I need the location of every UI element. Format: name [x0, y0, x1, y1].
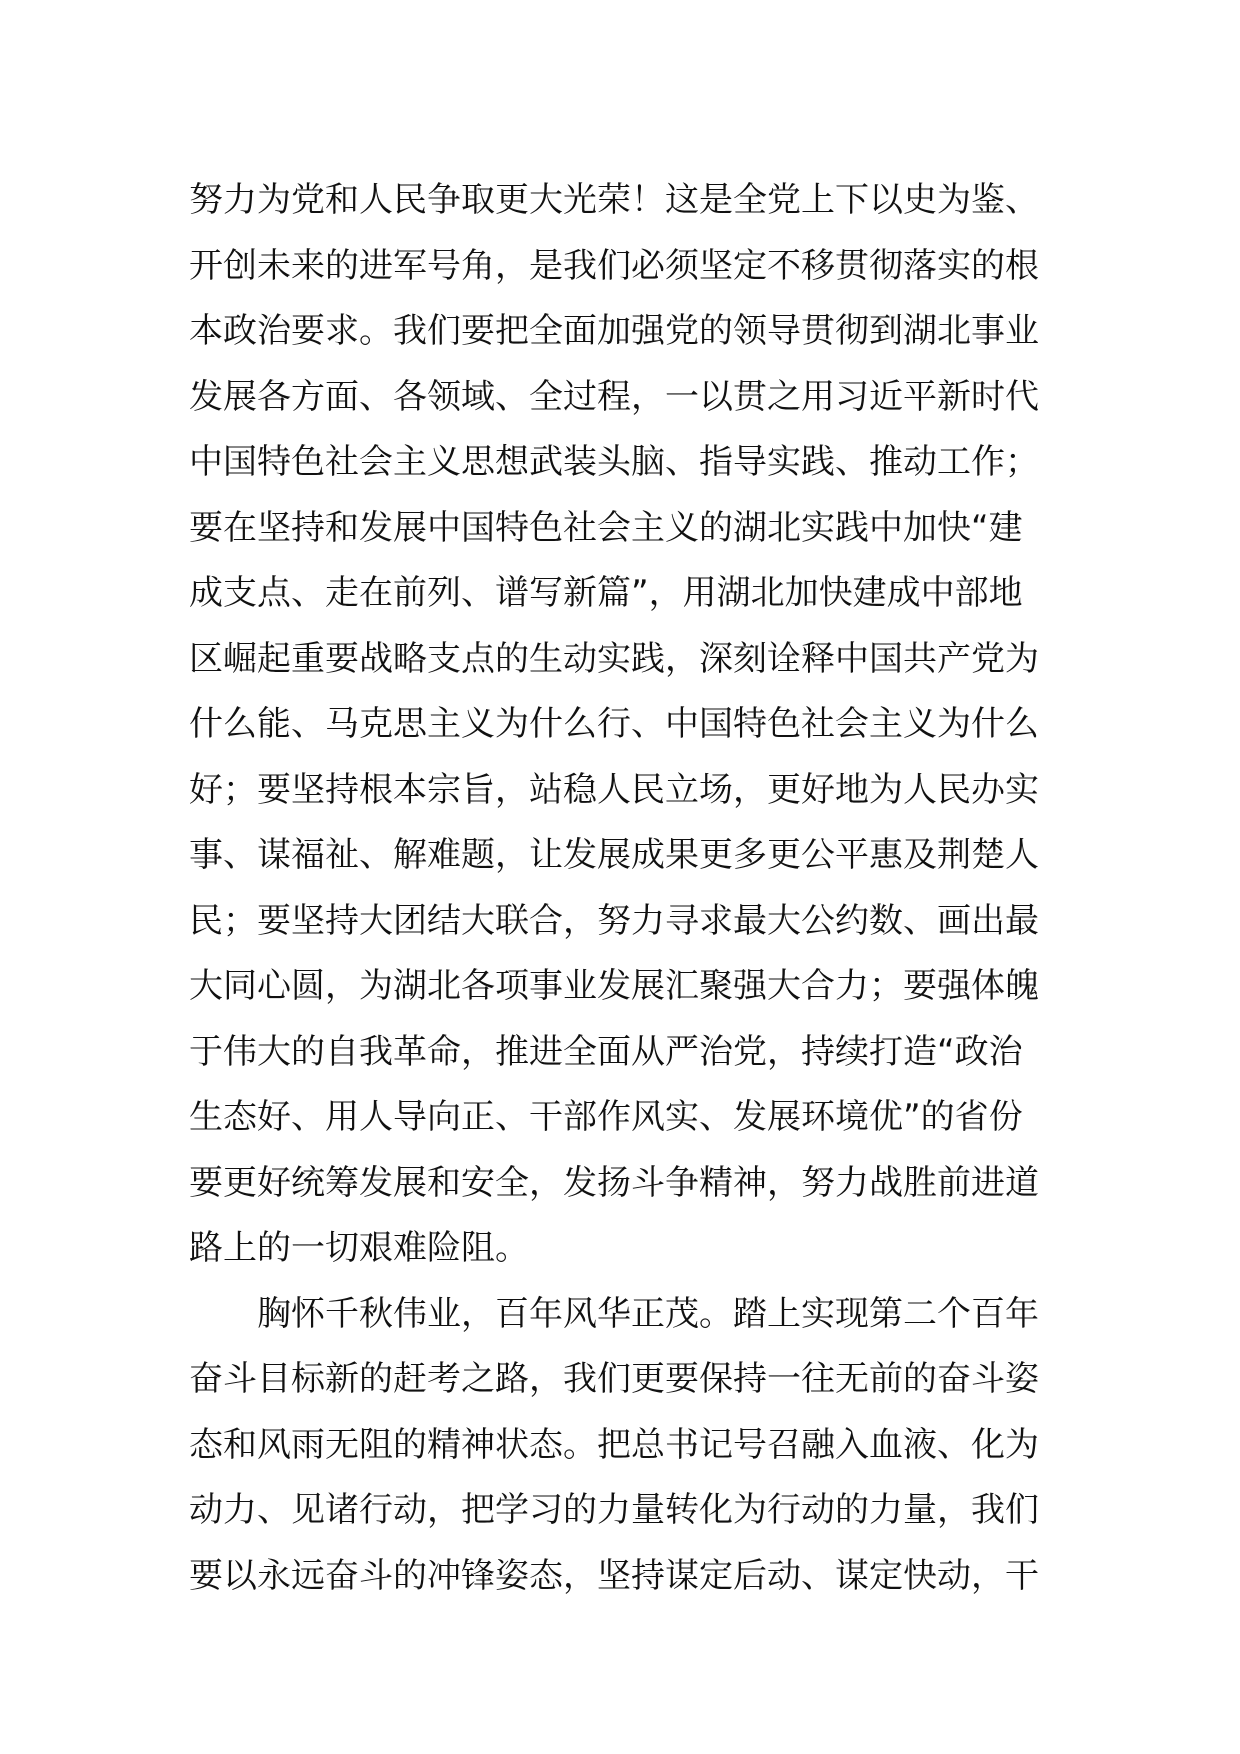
text-line-9: 什么能、马克思主义为什么行、中国特色社会主义为什么: [189, 704, 1039, 744]
text-line-21: 动力、见诸行动，把学习的力量转化为行动的力量，我们: [189, 1490, 1039, 1530]
text-line-19: 奋斗目标新的赶考之路，我们更要保持一往无前的奋斗姿: [189, 1359, 1039, 1399]
text-line-13: 大同心圆，为湖北各项事业发展汇聚强大合力；要强体魄: [189, 966, 1039, 1006]
text-line-5: 中国特色社会主义思想武装头脑、指导实践、推动工作；: [189, 442, 1039, 482]
text-line-6: 要在坚持和发展中国特色社会主义的湖北实践中加快“建: [189, 507, 1023, 548]
text-line-15: 生态好、用人导向正、干部作风实、发展环境优”的省份: [189, 1097, 1023, 1137]
text-line-12: 民；要坚持大团结大联合，努力寻求最大公约数、画出最: [189, 900, 1039, 941]
text-line-20: 态和风雨无阻的精神状态。把总书记号召融入血液、化为: [189, 1424, 1039, 1465]
text-line-16: 要更好统筹发展和安全，发扬斗争精神，努力战胜前进道: [189, 1162, 1039, 1203]
text-line-2: 开创未来的进军号角，是我们必须坚定不移贯彻落实的根: [189, 245, 1039, 286]
text-line-8: 区崛起重要战略支点的生动实践，深刻诠释中国共产党为: [189, 638, 1039, 679]
text-line-14: 于伟大的自我革命，推进全面从严治党，持续打造“政治: [189, 1031, 1023, 1072]
text-line-3: 本政治要求。我们要把全面加强党的领导贯彻到湖北事业: [189, 311, 1039, 351]
body-text: [189, 168, 1059, 1609]
text-line-4: 发展各方面、各领域、全过程，一以贯之用习近平新时代: [189, 376, 1039, 417]
text-line-17: 路上的一切艰难险阻。: [189, 1228, 529, 1268]
text-line-1: 努力为党和人民争取更大光荣！这是全党上下以史为鉴、: [189, 180, 1039, 220]
text-line-11: 事、谋福祉、解难题，让发展成果更多更公平惠及荆楚人: [189, 835, 1039, 875]
text-line-7: 成支点、走在前列、谱写新篇”，用湖北加快建成中部地: [189, 573, 1023, 613]
text-line-10: 好；要坚持根本宗旨，站稳人民立场，更好地为人民办实: [189, 769, 1039, 810]
text-line-22: 要以永远奋斗的冲锋姿态，坚持谋定后动、谋定快动，干: [189, 1555, 1039, 1596]
paragraph-start-line: 胸怀千秋伟业，百年风华正茂。踏上实现第二个百年: [257, 1293, 1039, 1334]
